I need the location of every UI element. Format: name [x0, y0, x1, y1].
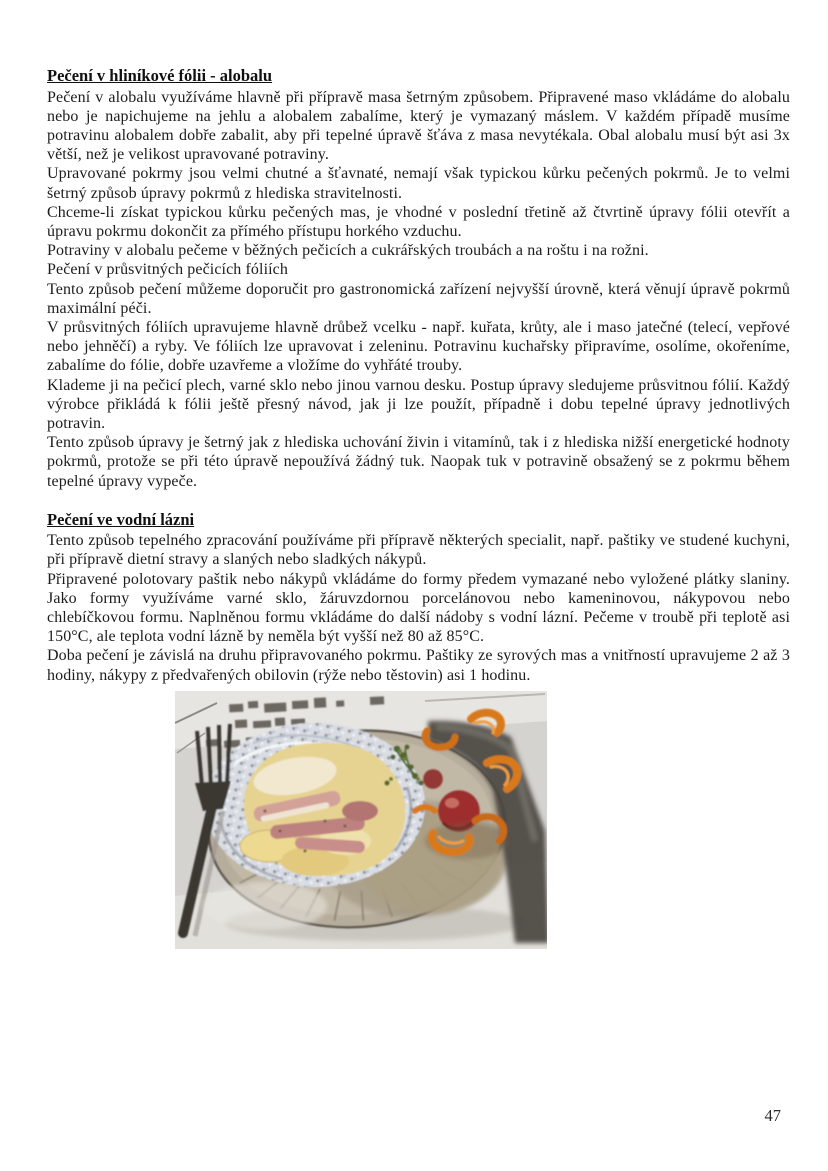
paragraph: Tento způsob tepelného zpracování používáme při přípravě některých specialit, např. paštiky ve studené kuchyni, při přípravě dietní stravy a slaných nebo sladkých nákypů.: [47, 532, 790, 569]
paragraph: Upravované pokrmy jsou velmi chutné a šťavnaté, nemají však typickou kůrku pečených pokrmů. Je to velmi šetrný způsob úpravy pokrmů z hlediska stravitelnosti.: [47, 165, 790, 202]
paragraph: Doba pečení je závislá na druhu připravovaného pokrmu. Paštiky ze syrových mas a vnitřností upravujeme 2 až 3 hodiny, nákypy z předvařených obilovin (rýže nebo těstovin) asi 1 hodinu.: [47, 647, 790, 684]
section-water-bath-baking: [47, 510, 790, 685]
page-content: [47, 66, 790, 949]
section-heading-foil: Pečení v hliníkové fólii - alobalu: [47, 66, 273, 85]
paragraph: Tento způsob pečení můžeme doporučit pro gastronomická zařízení nejvyšší úrovně, která věnují úpravě pokrmů maximální péči.: [47, 280, 790, 317]
paragraph-subheading: Pečení v průsvitných pečicích fóliích: [47, 261, 288, 279]
paragraph: Pečení v alobalu využíváme hlavně při přípravě masa šetrným způsobem. Připravené maso vkládáme do alobalu nebo je napichujeme na jehlu a alobalem zabalíme, který je vymazaný máslem. V každém případě musíme potravinu alobalem dobře zabalit, aby při tepelné úpravě šťáva z masa nevytékala. Obal alobalu musí být asi 3x větší, než je velikost upravované potraviny.: [47, 88, 790, 164]
section-heading-water-bath: Pečení ve vodní lázni: [47, 509, 195, 529]
section-foil-baking: [47, 66, 790, 491]
dish-photo: [175, 691, 547, 949]
baked-food: [240, 743, 406, 876]
paragraph: Tento způsob úpravy je šetrný jak z hlediska uchování živin i vitamínů, tak i z hlediska nižší energetické hodnoty pokrmů, protože se při této úpravě nepoužívá žádný tuk. Naopak tuk v potravině obsažený se z pokrmu během tepelné úpravy vypeče.: [47, 434, 790, 490]
paragraph: V průsvitných fóliích upravujeme hlavně drůbež vcelku - např. kuřata, krůty, ale i maso jatečné (telecí, vepřové nebo jehněčí) a ryby. Ve fóliích lze upravovat i zeleninu. Potravinu kuchařsky připravíme, osolíme, okořeníme, zabalíme do fólie, dobře uzavřeme a vložíme do vyhřáté trouby.: [47, 318, 790, 375]
paragraph: Připravené polotovary paštik nebo nákypů vkládáme do formy předem vymazané nebo vyložené plátky slaniny. Jako formy využíváme varné sklo, žáruvzdornou porcelánovou nebo kameninovou, nákypovou nebo chlebíčkovou formu. Naplněnou formu vkládáme do další nádoby s vodní lázní. Pečeme v troubě při teplotě asi 150°C, ale teplota vodní lázně by neměla být vyšší než 80 až 85°C.: [47, 570, 790, 646]
page-number: 47: [764, 1106, 781, 1125]
dish-photo-illustration: [175, 691, 547, 949]
paragraph: Chceme-li získat typickou kůrku pečených mas, je vhodné v poslední třetině až čtvrtině úpravy fólii otevřít a úpravu pokrmu dokončit za přímého přístupu horkého vzduchu.: [47, 203, 790, 240]
paragraph: Klademe ji na pečicí plech, varné sklo nebo jinou varnou desku. Postup úpravy sledujeme průsvitnou fólií. Každý výrobce přikládá k fólii ještě přesný návod, jak ji lze použít, případně i dobu tepelné úpravy jednotlivých potravin.: [47, 376, 790, 432]
paragraph: Potraviny v alobalu pečeme v běžných pečicích a cukrářských troubách a na roštu i na rožni.: [47, 242, 649, 260]
